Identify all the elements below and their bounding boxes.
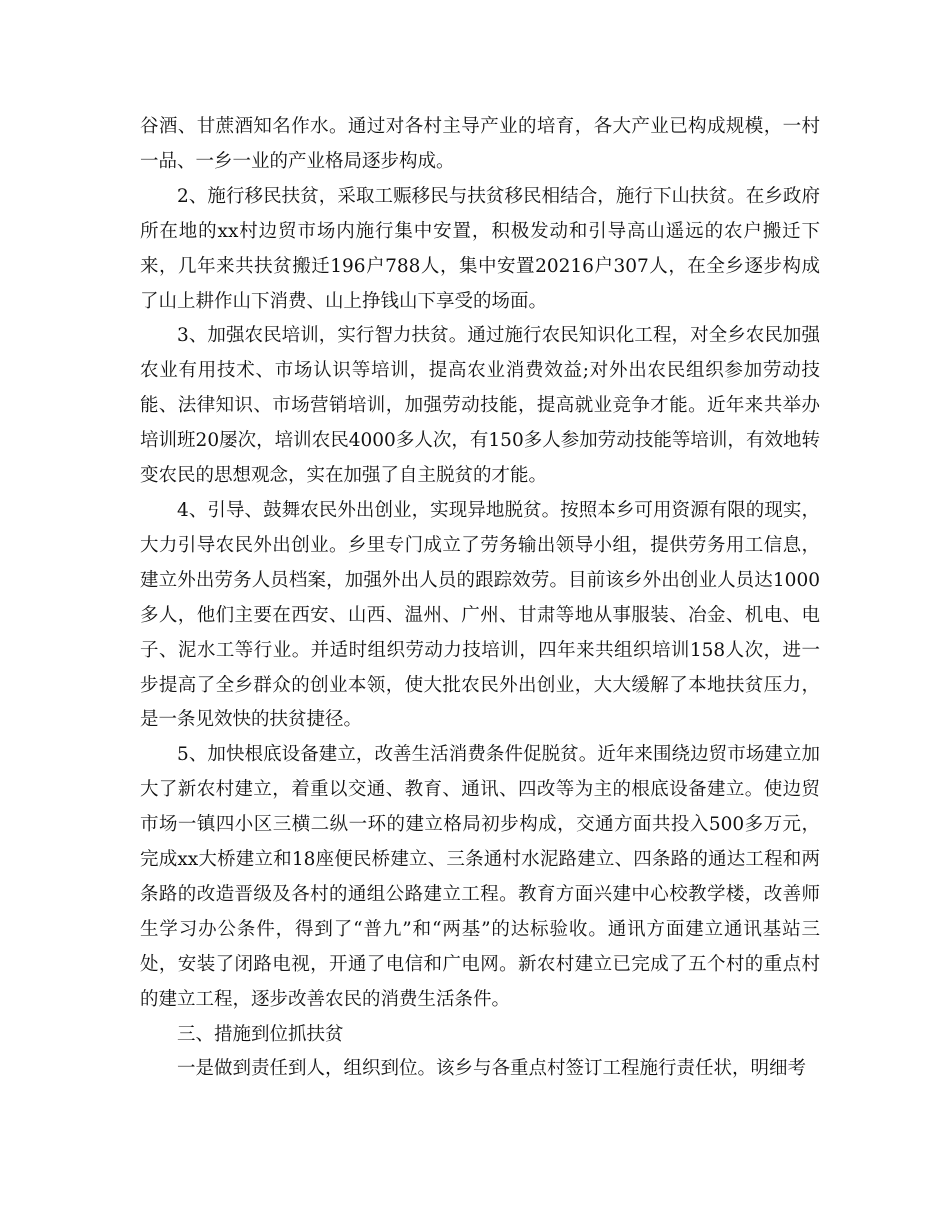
paragraph-continuation: 谷酒、甘蔗酒知名作水。通过对各村主导产业的培育，各大产业已构成规模，一村一品、一乡一业的产业格局逐步构成。 [140, 116, 820, 172]
section-heading-measures: 三、措施到位抓扶贫 [177, 1023, 344, 1045]
paragraph-migrant-entrepreneurship: 4、引导、鼓舞农民外出创业，实现异地脱贫。按照本乡可用资源有限的现实，大力引导农民外出创业。乡里专门成立了劳务输出领导小组，提供劳务用工信息，建立外出劳务人员档案，加强外出人员的跟踪效劳。目前该乡外出创业人员达1000多人，他们主要在西安、山西、温州、广州、甘肃等地从事服装、冶金、机电、电子、泥水工等行业。并适时组织劳动力技培训，四年来共组织培训158人次，进一步提高了全乡群众的创业本领，使大批农民外出创业，大大缓解了本地扶贫压力，是一条见效快的扶贫捷径。 [140, 499, 820, 731]
paragraph-responsibility: 一是做到责任到人，组织到位。该乡与各重点村签订工程施行责任状，明细考 [177, 1058, 807, 1080]
paragraph-farmer-training: 3、加强农民培训，实行智力扶贫。通过施行农民知识化工程，对全乡农民加强农业有用技术、市场认识等培训，提高农业消费效益;对外出农民组织参加劳动技能、法律知识、市场营销培训，加强劳动技能，提高就业竞争才能。近年来共举办培训班20屡次，培训农民4000多人次，有150多人参加劳动技能等培训，有效地转变农民的思想观念，实在加强了自主脱贫的才能。 [140, 325, 820, 487]
paragraph-infrastructure: 5、加快根底设备建立，改善生活消费条件促脱贫。近年来围绕边贸市场建立加大了新农村建立，着重以交通、教育、通讯、四改等为主的根底设备建立。使边贸市场一镇四小区三横二纵一环的建立格局初步构成，交通方面共投入500多万元，完成xx大桥建立和18座便民桥建立、三条通村水泥路建立、四条路的通达工程和两条路的改造晋级及各村的通组公路建立工程。教育方面兴建中心校教学楼，改善师生学习办公条件，得到了“普九”和“两基”的达标验收。通讯方面建立通讯基站三处，安装了闭路电视，开通了电信和广电网。新农村建立已完成了五个村的重点村的建立工程，逐步改善农民的消费生活条件。 [140, 744, 820, 1010]
document-body [140, 110, 820, 1087]
paragraph-relocation-poverty-relief: 2、施行移民扶贫，采取工赈移民与扶贫移民相结合，施行下山扶贫。在乡政府所在地的xx村边贸市场内施行集中安置，积极发动和引导高山遥远的农户搬迁下来，几年来共扶贫搬迁196户788人，集中安置20216户307人，在全乡逐步构成了山上耕作山下消费、山上挣钱山下享受的场面。 [140, 185, 820, 312]
